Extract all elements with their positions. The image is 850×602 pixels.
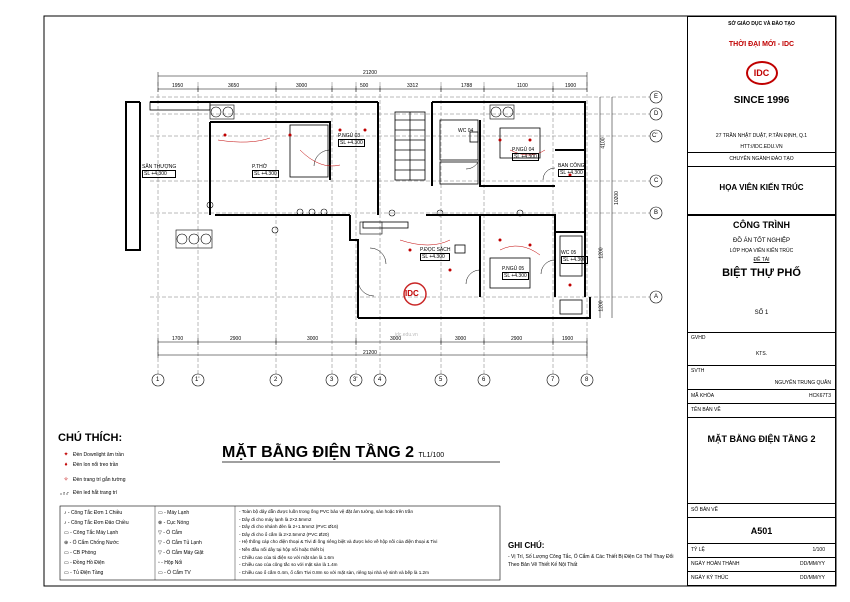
right-dim-3: 1200 (598, 247, 605, 259)
tb-since: SINCE 1996 (733, 95, 790, 106)
bottom-dim-3: 3000 (307, 336, 319, 342)
tb-sign-row: NGÀY KÝ THÚC DD/MM/YY (688, 571, 835, 585)
right-dim-1: 4100 (600, 137, 607, 149)
right-dim-4: 1200 (598, 300, 605, 312)
top-dim-4: 500 (360, 83, 369, 89)
grid-bubbles-right (650, 91, 662, 303)
room-wc05: WC 05 SL +4.300 (561, 250, 586, 263)
room-santhuong: SÂN THƯỢNG SL +4.300 (142, 164, 177, 177)
wiring-curves (218, 138, 545, 255)
grid-row-E: E (654, 94, 659, 100)
symbol-switch-1way: ♪ - Công Tắc Đơn 1 Chiều (64, 510, 123, 516)
top-total-dimension: 21200 (363, 70, 377, 76)
room-bancong: BAN CÔNG SL +4.300 (558, 163, 585, 176)
bottom-dim-4: 3000 (390, 336, 402, 342)
room-pngu05: P.NGỦ 05 SL +4.300 (502, 266, 527, 279)
idc-logo-icon: IDC (746, 61, 778, 85)
grid-lines-vertical (158, 82, 587, 375)
symbol-switch-ac: ▭ - Công Tắc Máy Lạnh (64, 530, 119, 536)
grid-row-B: B (654, 210, 659, 216)
legend-item-downlight: ✦ Đèn Downlight âm trần (63, 451, 124, 458)
tb-drawing-label-row: TÊN BẢN VẼ (688, 403, 835, 417)
grid-col-8: 8 (585, 377, 589, 383)
top-dim-7: 1100 (517, 83, 528, 89)
watermark-url: idc.edu.vn (395, 332, 418, 338)
symbol-meter: ▭ - Đồng Hồ Điện (64, 560, 105, 566)
symbol-fridge-socket: ▽ - Ổ Cắm Tủ Lạnh (158, 540, 202, 546)
grid-col-1p: 1' (195, 377, 200, 383)
grid-row-Cp: C' (652, 133, 658, 139)
symbol-socket: ▽ - Ổ Cắm (158, 530, 183, 536)
symbol-outdoor-unit: ⊗ - Cục Nóng (158, 520, 189, 526)
thin-walls (150, 102, 582, 314)
symbol-ac: ▭ - Máy Lạnh (158, 510, 190, 516)
plan-title: MẶT BẰNG ĐIỆN TẦNG 2 TL1/100 (222, 444, 445, 461)
room-wc04: WC 04 (458, 128, 474, 134)
grid-col-6: 6 (482, 377, 486, 383)
pendant-light-icon: ♦ (64, 462, 68, 468)
tb-training-value-row: HỌA VIÊN KIẾN TRÚC (688, 166, 835, 214)
room-pdocsach: P.ĐỌC SÁCH SL +4.300 (420, 247, 451, 260)
tb-project-row: CÔNG TRÌNH ĐỒ ÁN TỐT NGHIỆP LỚP HỌA VIÊN KIẾN TRÚC ĐỀ TÀI BIỆT THỰ PHỐ SỐ 1 (688, 214, 835, 332)
bottom-dim-6: 2900 (511, 336, 523, 342)
grid-lines-horizontal (150, 97, 650, 297)
grid-col-1: 1 (156, 377, 160, 383)
tb-sheet-label-row: SỐ BẢN VẼ (688, 503, 835, 517)
ghi-chu-title: GHI CHÚ: (508, 541, 545, 550)
right-dim-2: 10200 (613, 191, 620, 205)
symbol-waterproof-socket: ⊕ - Ổ Cắm Chống Nước (64, 540, 119, 546)
tb-code-row: MÃ KHÓA HCK67T3 (688, 389, 835, 403)
grid-col-5: 5 (439, 377, 443, 383)
tb-school: THỜI ĐẠI MỚI - IDC (728, 41, 795, 48)
room-ptho: P.THỜ SL +4.300 (252, 164, 277, 177)
room-pngu04: P.NGỦ 04 SL +4.300 (512, 147, 537, 160)
legend-item-pendant: ♦ Đèn lon nổi treo trần (62, 462, 118, 468)
grid-col-3: 3 (330, 377, 334, 383)
legend-item-wall-light: ✧ Đèn trang trí gắn tường (63, 476, 126, 483)
wall-light-icon: ✧ (63, 477, 69, 483)
top-dim-2: 3650 (228, 83, 240, 89)
grid-row-C: C (654, 178, 659, 184)
tb-sheet-value-row: A501 (688, 517, 835, 543)
symbol-washer-socket: ▽ - Ổ Cắm Máy Giặt (158, 550, 204, 556)
top-dim-6: 1788 (461, 83, 473, 89)
tb-svth-row: SVTH NGUYỄN TRUNG QUÂN (688, 365, 835, 389)
tb-done-row: NGÀY HOÀN THÀNH DD/MM/YY (688, 557, 835, 571)
symbol-panel: ▭ - Tủ Điện Tầng (64, 570, 104, 576)
right-dimension-lines (600, 97, 612, 318)
tb-scale-row: TỶ LỆ 1/100 (688, 543, 835, 557)
tb-address: 27 TRẦN NHẬT DUẬT, P.TÂN ĐỊNH, Q.1 (715, 133, 808, 139)
bottom-dim-2: 2900 (230, 336, 242, 342)
symbol-switch-2way: ♪ - Công Tắc Đơn Đảo Chiều (64, 520, 129, 526)
symbols-notes: - Toàn bộ dây dẫn được luồn trong ống PVC bảo vệ đặt âm tường, sàn hoặc trên trần - Dây đi cho máy lạnh là 2×2.5mm2 - Dây đi cho nhánh đèn là 2+1.5mm2 (PVC Ø16) - Dây đi cho ổ cắm là 2×2.5mm2 (PVC Ø20) - Hệ thống cáp cho điện thoại & Tivi đi ống riêng biệt và được kéo về hộp nối của điện thoại & Tivi - Nền đầu nối dây tại hộp nối hoặc thiết bị - Chiều cao của tủ điện so với mặt sàn là 1.6m - Chiều cao của công tắc so với mặt sàn là 1.4m - Chiều cao ổ cắm 0.4m, ổ cắm Tivi 0.8m so với mặt sàn, riêng tại nhà vệ sinh và bếp là 1.2m (239, 509, 438, 575)
led-strip-icon: - - (63, 490, 69, 496)
room-pngu03: P.NGỦ 03 SL +4.300 (338, 133, 363, 146)
bottom-total-dimension: 21200 (363, 350, 377, 356)
symbols-col2 (158, 508, 204, 578)
top-dim-3: 3000 (296, 83, 308, 89)
ghi-chu-text: - Vị Trí, Số Lượng Công Tắc, Ổ Cắm & Các Thiết Bị Điện Có Thể Thay Đổi Theo Bản Vẽ Thiết Kế Nội Thất (508, 554, 674, 568)
grid-col-4: 4 (378, 377, 382, 383)
grid-bubbles-bottom (152, 374, 593, 386)
grid-col-7: 7 (551, 377, 555, 383)
downlight-icon: ✦ (63, 452, 69, 458)
grid-row-A: A (654, 294, 659, 300)
tb-dept: SỞ GIÁO DỤC VÀ ĐÀO TẠO (728, 21, 795, 27)
top-dim-1: 1950 (172, 83, 184, 89)
idc-watermark-text: IDC (405, 289, 419, 298)
ac-units (176, 105, 514, 248)
bottom-dim-7: 1900 (562, 336, 574, 342)
symbol-junction-box: ▫ - Hộp Nối (158, 560, 183, 566)
tb-website: HTT://IDC.EDU.VN (740, 144, 783, 150)
bottom-dim-5: 3000 (455, 336, 467, 342)
grid-row-D: D (654, 111, 659, 117)
top-dim-8: 1900 (565, 83, 577, 89)
tb-training-label-row: CHUYÊN NGÀNH ĐÀO TẠO (688, 152, 835, 166)
tb-gvhd-row: GVHD KTS. (688, 332, 835, 365)
symbol-cb: ▭ - CB Phòng (64, 550, 96, 556)
grid-col-3p: 3' (353, 377, 358, 383)
title-block (687, 16, 836, 586)
symbols-col1 (64, 508, 129, 578)
grid-col-2: 2 (274, 377, 278, 383)
legend-title: CHÚ THÍCH: (58, 432, 123, 444)
bottom-dim-1: 1700 (172, 336, 184, 342)
tb-drawing-value-row: MẶT BẰNG ĐIỆN TẦNG 2 (688, 417, 835, 503)
top-dim-5: 3312 (407, 83, 419, 89)
legend-item-led-strip: - - Đèn led hắt trang trí (63, 490, 118, 496)
tb-logo (688, 61, 835, 85)
symbol-tv-socket: ▭ - Ổ Cắm TV (158, 570, 191, 576)
